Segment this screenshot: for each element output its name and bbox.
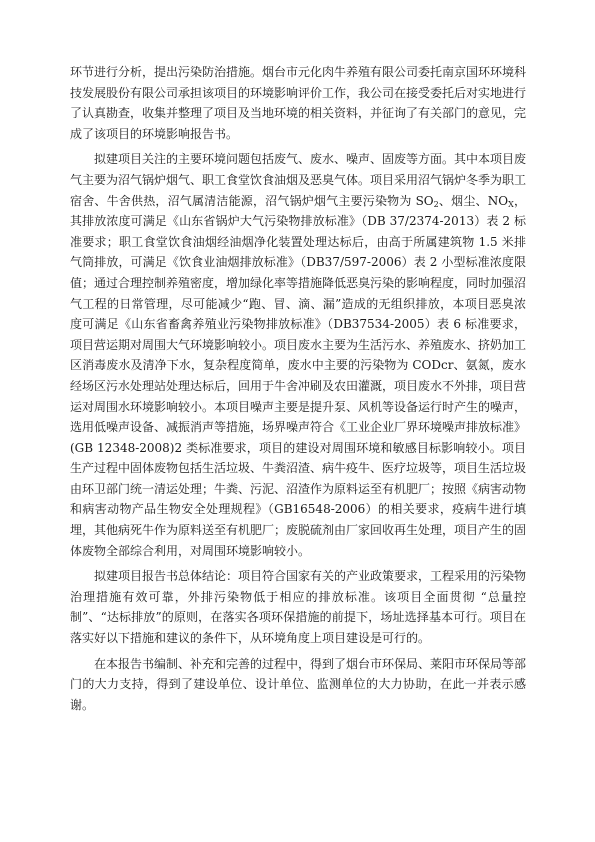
subscript-so2: 2 xyxy=(433,199,439,209)
subscript-nox: X xyxy=(508,199,514,209)
paragraph-acknowledgement: 在本报告书编制、补充和完善的过程中，得到了烟台市环保局、莱阳市环保局等部门的大力支持，得到了建设单位、设计单位、监测单位的大力协助，在此一并表示感谢。 xyxy=(70,656,527,712)
paragraph-conclusion: 拟建项目报告书总体结论：项目符合国家有关的产业政策要求，工程采用的污染物治理措施有效可靠，外排污染物低于相应的排放标准。该项目全面贯彻 “总量控制”、“达标排放”的原则，在落实各项环保措施的前提下，场址选择基本可行。项目在落实好以下措施和建议的条件下，从环境角度上项目建设是可行的。 xyxy=(70,569,527,646)
document-page xyxy=(70,62,526,720)
paragraph-intro: 环节进行分析，提出污染防治措施。烟台市元化肉牛养殖有限公司委托南京国环环境科技发展股份有限公司承担该项目的环境影响评价工作，我公司在接受委托后对实地进行了认真勘查，收集并整理了项目及当地环境的相关资料，并征询了有关部门的意见，完成了该项目的环境影响报告书。 xyxy=(70,65,527,141)
paragraph-text: ，其排放浓度可满足《山东省锅炉大气污染物排放标准》（DB 37/2374-2013）表 2 标准要求；职工食堂饮食油烟经油烟净化装置处理达标后，由高于所属建筑物 1.5 米排气筒排放，可满足《饮食业油烟排放标准》（DB37/597-2006）表 2 小型标准浓度限值；通过合理控制养殖密度，增加绿化率等措施降低恶臭污染的影响程度，同时加强沼气工程的日常管理，尽可能减少“跑、冒、滴、漏”造成的无组织排放，本项目恶臭浓度可满足《山东省畜禽养殖业污染物排放标准》（DB37534-2005）表 6 标准要求，项目营运期对周围大气环境影响较小。项目废水主要为生活污水、养殖废水、挤奶加工区消毒废水及清净下水，复杂程度简单，废水中主要的污染物为 CODcr、氨氮，废水经场区污水处理站处理达标后，回用于牛舍冲刷及农田灌溉，项目废水不外排，项目营运对周围水环境影响较小。本项目噪声主要是提升泵、风机等设备运行时产生的噪声，选用低噪声设备、减振消声等措施，场界噪声符合《工业企业厂界环境噪声排放标准》(GB 12348-2008)2 类标准要求，项目的建设对周围环境和敏感目标影响较小。项目生产过程中固体废物包括生活垃圾、牛粪沼渣、病牛疫牛、医疗垃圾等，项目生活垃圾由环卫部门统一清运处理；牛粪、污泥、沼渣作为原料运至有机肥厂；按照《病害动物和病害动物产品生物安全处理规程》（GB16548-2006）的相关要求，疫病牛进行填埋，其他病死牛作为原料送至有机肥厂；废脱硫剂由厂家回收再生处理，项目产生的固体废物全部综合利用，对周围环境影响较小。 xyxy=(70,193,527,558)
paragraph-text: 拟建项目关注的主要环境问题包括废气、废水、噪声、固废等方面。其中本项目废气主要为沼气锅炉烟气、职工食堂饮食油烟及恶臭气体。项目采用沼气锅炉冬季为职工宿舍、牛舍供热，沼气属清洁能源，沼气锅炉烟气主要污染物为 SO xyxy=(70,152,527,208)
paragraph-environmental-issues xyxy=(70,149,526,561)
paragraph-text: 、烟尘、NO xyxy=(438,193,509,208)
